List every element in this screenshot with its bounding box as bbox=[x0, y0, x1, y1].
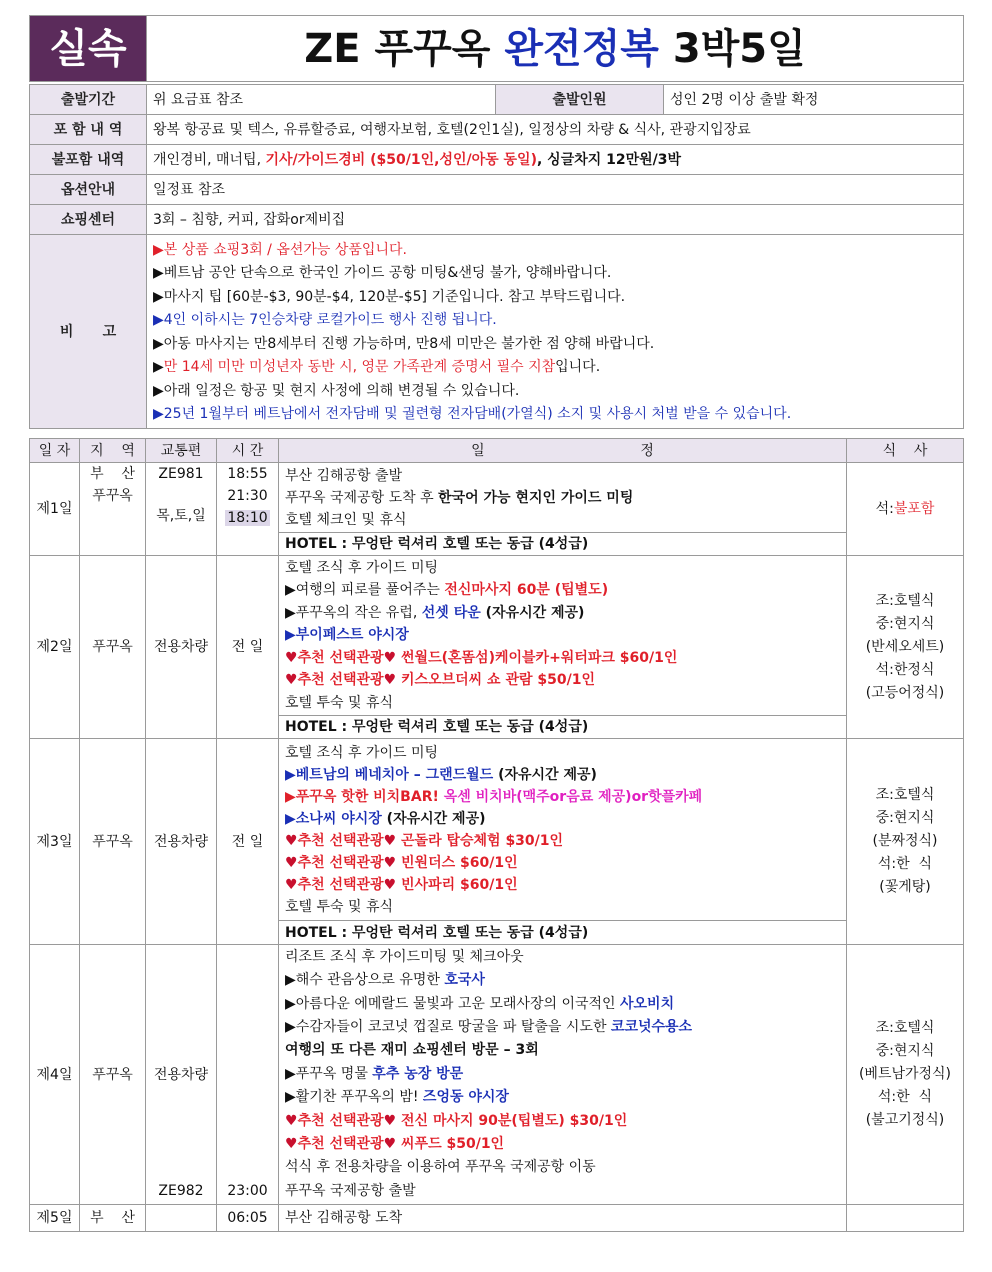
info-table bbox=[29, 84, 964, 429]
day3-transport: 전용차량 bbox=[146, 739, 217, 945]
include-label: 포 함 내 역 bbox=[30, 115, 147, 145]
note-label: 비 고 bbox=[30, 235, 147, 429]
include-value: 왕복 항공료 및 텍스, 유류할증료, 여행자보험, 호텔(2인1실), 일정상의 차량 & 식사, 관광지입장료 bbox=[147, 115, 964, 145]
notes: ▶본 상품 쇼핑3회 / 옵션가능 상품입니다. ▶베트남 공안 단속으로 한국인 가이드 공항 미팅&샌딩 불가, 양해바랍니다. ▶마사지 팁 [60분-$3, 90분-$4, 120분-$5] 기준입니다. 참고 부탁드립니다. ▶4인 이하시는 7인승차량 로컬가이드 행사 진행 됩니다. ▶아동 마사지는 만8세부터 진행 가능하며, 만8세 미만은 불가한 점 양해 바랍니다. ▶만 14세 미만 미성년자 동반 시, 영문 가족관계 증명서 필수 지참입니다. ▶아래 일정은 항공 및 현지 사정에 의해 변경될 수 있습니다. ▶25년 1월부터 베트남에서 전자담배 및 궐련형 전자담배(가열식) 소지 및 사용시 처벌 받을 수 있습니다. bbox=[147, 235, 964, 429]
col-region: 지 역 bbox=[80, 439, 146, 463]
day5-time: 06:05 bbox=[217, 1205, 279, 1232]
badge: 실속 bbox=[30, 16, 147, 82]
day2-schedule: 호텔 조식 후 가이드 미팅 ▶여행의 피로를 풀어주는 전신마사지 60분 (팁별도) ▶푸꾸옥의 작은 유럽, 선셋 타운 (자유시간 제공) ▶부이페스트 야시장 ♥추천 선택관광♥ 썬월드(혼똠섬)케이블카+워터파크 $60/1인 ♥추천 선택관광♥ 키스오브더씨 쇼 관람 $50/1인 호텔 투숙 및 휴식 bbox=[279, 556, 847, 716]
day5-transport bbox=[146, 1205, 217, 1232]
day2-time: 전 일 bbox=[217, 556, 279, 739]
day5-schedule: 부산 김해공항 도착 bbox=[279, 1205, 847, 1232]
day1-transport: ZE981 목,토,일 bbox=[146, 463, 217, 556]
col-transport: 교통편 bbox=[146, 439, 217, 463]
departure-value: 위 요금표 참조 bbox=[147, 85, 496, 115]
day2-meal: 조:호텔식 중:현지식 (반세오세트) 석:한정식 (고등어정식) bbox=[847, 556, 964, 739]
day3-region: 푸꾸옥 bbox=[80, 739, 146, 945]
day3-label: 제3일 bbox=[30, 739, 80, 945]
option-label: 옵션안내 bbox=[30, 175, 147, 205]
day1-schedule: 부산 김해공항 출발 푸꾸옥 국제공항 도착 후 한국어 가능 현지인 가이드 미팅 호텔 체크인 및 휴식 bbox=[279, 463, 847, 533]
day4-schedule: 리조트 조식 후 가이드미팅 및 체크아웃 ▶해수 관음상으로 유명한 호국사 ▶아름다운 에메랄드 물빛과 고운 모래사장의 이국적인 사오비치 ▶수감자들이 코코넛 껍질로 땅굴을 파 탈출을 시도한 코코넛수용소 여행의 또 다른 재미 쇼핑센터 방문 – 3회 ▶푸꾸옥 명물 후추 농장 방문 ▶활기찬 푸꾸옥의 밤! 즈엉동 야시장 ♥추천 선택관광♥ 전신 마사지 90분(팁별도) $30/1인 ♥추천 선택관광♥ 씨푸드 $50/1인 석식 후 전용차량을 이용하여 푸꾸옥 국제공항 이동 푸꾸옥 국제공항 출발 bbox=[279, 945, 847, 1205]
day1-meal: 석:불포함 bbox=[847, 463, 964, 556]
day2-transport: 전용차량 bbox=[146, 556, 217, 739]
people-value: 성인 2명 이상 출발 확정 bbox=[664, 85, 964, 115]
day2-region: 푸꾸옥 bbox=[80, 556, 146, 739]
people-label: 출발인원 bbox=[496, 85, 664, 115]
shop-label: 쇼핑센터 bbox=[30, 205, 147, 235]
day4-meal: 조:호텔식 중:현지식 (베트남가정식) 석:한 식 (불고기정식) bbox=[847, 945, 964, 1205]
title-table bbox=[29, 15, 964, 82]
exclude-label: 불포함 내역 bbox=[30, 145, 147, 175]
exclude-value: 개인경비, 매너팁, 기사/가이드경비 ($50/1인,성인/아동 동일), 싱글차지 12만원/3박 bbox=[147, 145, 964, 175]
day4-time: 23:00 bbox=[217, 945, 279, 1205]
day3-hotel: HOTEL : 무엉탄 럭셔리 호텔 또는 동급 (4성급) bbox=[279, 921, 847, 945]
day3-schedule: 호텔 조식 후 가이드 미팅 ▶베트남의 베네치아 – 그랜드월드 (자유시간 제공) ▶푸꾸옥 핫한 비치BAR! 옥센 비치바(맥주or음료 제공)or핫플카페 ▶소나씨 야시장 (자유시간 제공) ♥추천 선택관광♥ 곤돌라 탑승체험 $30/1인 ♥추천 선택관광♥ 빈원더스 $60/1인 ♥추천 선택관광♥ 빈사파리 $60/1인 호텔 투숙 및 휴식 bbox=[279, 739, 847, 921]
day1-region: 부 산 푸꾸옥 bbox=[80, 463, 146, 556]
shop-value: 3회 – 침향, 커피, 잡화or제비집 bbox=[147, 205, 964, 235]
day5-region: 부 산 bbox=[80, 1205, 146, 1232]
col-meal: 식 사 bbox=[847, 439, 964, 463]
departure-label: 출발기간 bbox=[30, 85, 147, 115]
day4-label: 제4일 bbox=[30, 945, 80, 1205]
day2-label: 제2일 bbox=[30, 556, 80, 739]
day5-meal bbox=[847, 1205, 964, 1232]
day3-time: 전 일 bbox=[217, 739, 279, 945]
col-time: 시 간 bbox=[217, 439, 279, 463]
day3-meal: 조:호텔식 중:현지식 (분짜정식) 석:한 식 (꽃게탕) bbox=[847, 739, 964, 945]
day4-region: 푸꾸옥 bbox=[80, 945, 146, 1205]
day5-label: 제5일 bbox=[30, 1205, 80, 1232]
col-day: 일 자 bbox=[30, 439, 80, 463]
col-schedule: 일 정 bbox=[279, 439, 847, 463]
page-title: ZE 푸꾸옥 완전정복 3박5일 bbox=[147, 16, 964, 82]
option-value: 일정표 참조 bbox=[147, 175, 964, 205]
day2-hotel: HOTEL : 무엉탄 럭셔리 호텔 또는 동급 (4성급) bbox=[279, 716, 847, 739]
day4-transport: 전용차량 ZE982 bbox=[146, 945, 217, 1205]
day1-time: 18:55 21:30 18:10 bbox=[217, 463, 279, 556]
day1-label: 제1일 bbox=[30, 463, 80, 556]
schedule-table bbox=[29, 438, 964, 1232]
day1-hotel: HOTEL : 무엉탄 럭셔리 호텔 또는 동급 (4성급) bbox=[279, 533, 847, 556]
